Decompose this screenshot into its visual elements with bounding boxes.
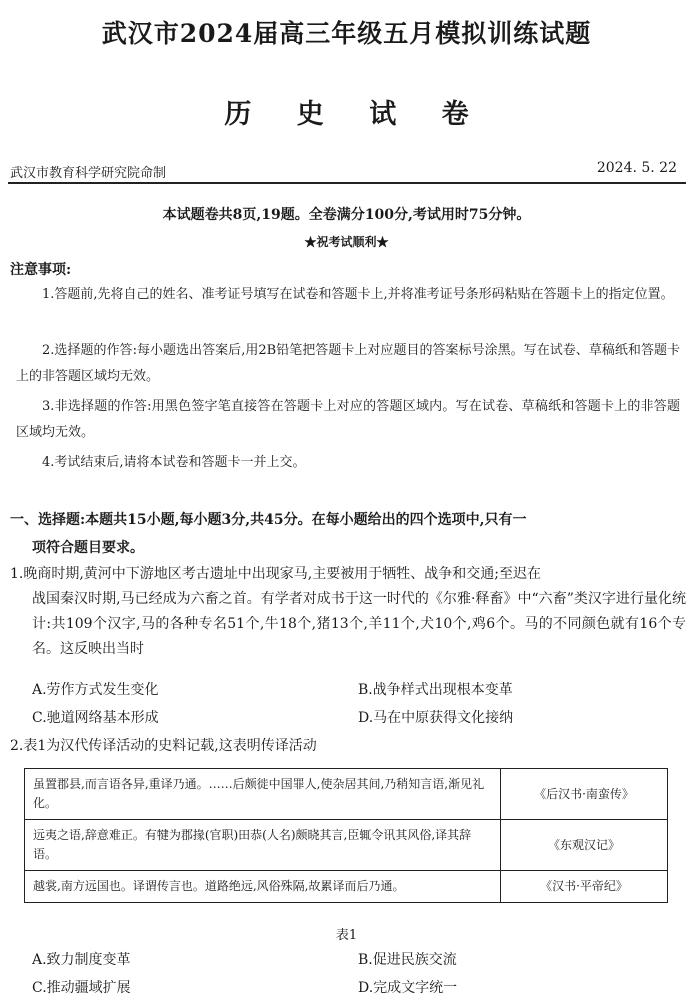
table-cell-source: 《汉书·平帝纪》 bbox=[501, 871, 668, 903]
section-heading-line2: 项符合题目要求。 bbox=[32, 540, 144, 556]
section-heading-line1: 一、选择题:本题共15小题,每小题3分,共45分。在每小题给出的四个选项中,只有一 bbox=[10, 512, 527, 528]
good-luck-text: ★祝考试顺利★ bbox=[304, 235, 389, 249]
exam-subject: 历 史 试 卷 bbox=[224, 99, 487, 130]
question-2-option-a: A.致力制度变革 bbox=[32, 952, 131, 968]
question-1-line1: 1.晚商时期,黄河中下游地区考古遗址中出现家马,主要被用于牺牲、战争和交通;至迟在 bbox=[10, 566, 541, 582]
table-cell-source: 《东观汉记》 bbox=[501, 820, 668, 871]
exam-date: 2024. 5. 22 bbox=[596, 160, 677, 176]
question-2-option-c: C.推动疆域扩展 bbox=[32, 980, 131, 996]
notice-item: 2.选择题的作答:每小题选出答案后,用2B铅笔把答题卡上对应题目的答案标号涂黑。写在试卷、草稿纸和答题卡上的非答题区域均无效。 bbox=[16, 343, 680, 384]
question-1-continuation: 战国秦汉时期,马已经成为六畜之首。有学者对成书于这一时代的《尔雅·释畜》中“六畜”类汉字进行量化统计:共109个汉字,马的各种专名51个,牛18个,猪13个,羊11个,犬10个,鸡6个。马的不同颜色就有16个专名。这反映出当时 bbox=[32, 591, 686, 657]
table-row bbox=[25, 769, 668, 820]
notice-item: 1.答题前,先将自己的姓名、准考证号填写在试卷和答题卡上,并将准考证号条形码粘贴在答题卡上的指定位置。 bbox=[42, 287, 674, 302]
question-1-option-a: A.劳作方式发生变化 bbox=[32, 682, 159, 698]
table-cell-source: 《后汉书·南蛮传》 bbox=[501, 769, 668, 820]
issuer: 武汉市教育科学研究院命制 bbox=[10, 166, 167, 181]
table-row bbox=[25, 820, 668, 871]
notice-item: 3.非选择题的作答:用黑色签字笔直接答在答题卡上对应的答题区域内。写在试卷、草稿纸和答题卡上的非答题区域均无效。 bbox=[16, 399, 680, 440]
question-1-stem bbox=[10, 562, 686, 662]
exam-summary: 本试题卷共8页,19题。全卷满分100分,考试用时75分钟。 bbox=[162, 207, 531, 223]
table-caption: 表1 bbox=[335, 928, 358, 943]
table-cell-text: 远夷之语,辞意难正。有犍为郡掾(官职)田恭(人名)颇晓其言,臣辄令讯其风俗,译其辞语。 bbox=[25, 820, 501, 871]
question-2-stem: 2.表1为汉代传译活动的史料记载,这表明传译活动 bbox=[10, 738, 317, 754]
question-1-option-d: D.马在中原获得文化接纳 bbox=[358, 710, 514, 726]
question-1-option-c: C.驰道网络基本形成 bbox=[32, 710, 159, 726]
question-2-option-d: D.完成文字统一 bbox=[358, 980, 458, 996]
notice-heading: 注意事项: bbox=[10, 262, 72, 278]
question-2-option-b: B.促进民族交流 bbox=[358, 952, 457, 968]
question-1-option-b: B.战争样式出现根本变革 bbox=[358, 682, 513, 698]
notice-item: 4.考试结束后,请将本试卷和答题卡一并上交。 bbox=[42, 455, 306, 470]
table-cell-text: 虽置郡县,而言语各异,重译乃通。……后颇徙中国罪人,使杂居其间,乃稍知言语,渐见礼化。 bbox=[25, 769, 501, 820]
exam-title: 武汉市2024届高三年级五月模拟训练试题 bbox=[101, 19, 592, 48]
table-cell-text: 越裳,南方远国也。译谓传言也。道路绝远,风俗殊隔,故累译而后乃通。 bbox=[25, 871, 501, 903]
section-heading bbox=[10, 506, 686, 562]
table-row bbox=[25, 871, 668, 903]
header-divider bbox=[8, 182, 686, 184]
source-table bbox=[24, 768, 668, 903]
